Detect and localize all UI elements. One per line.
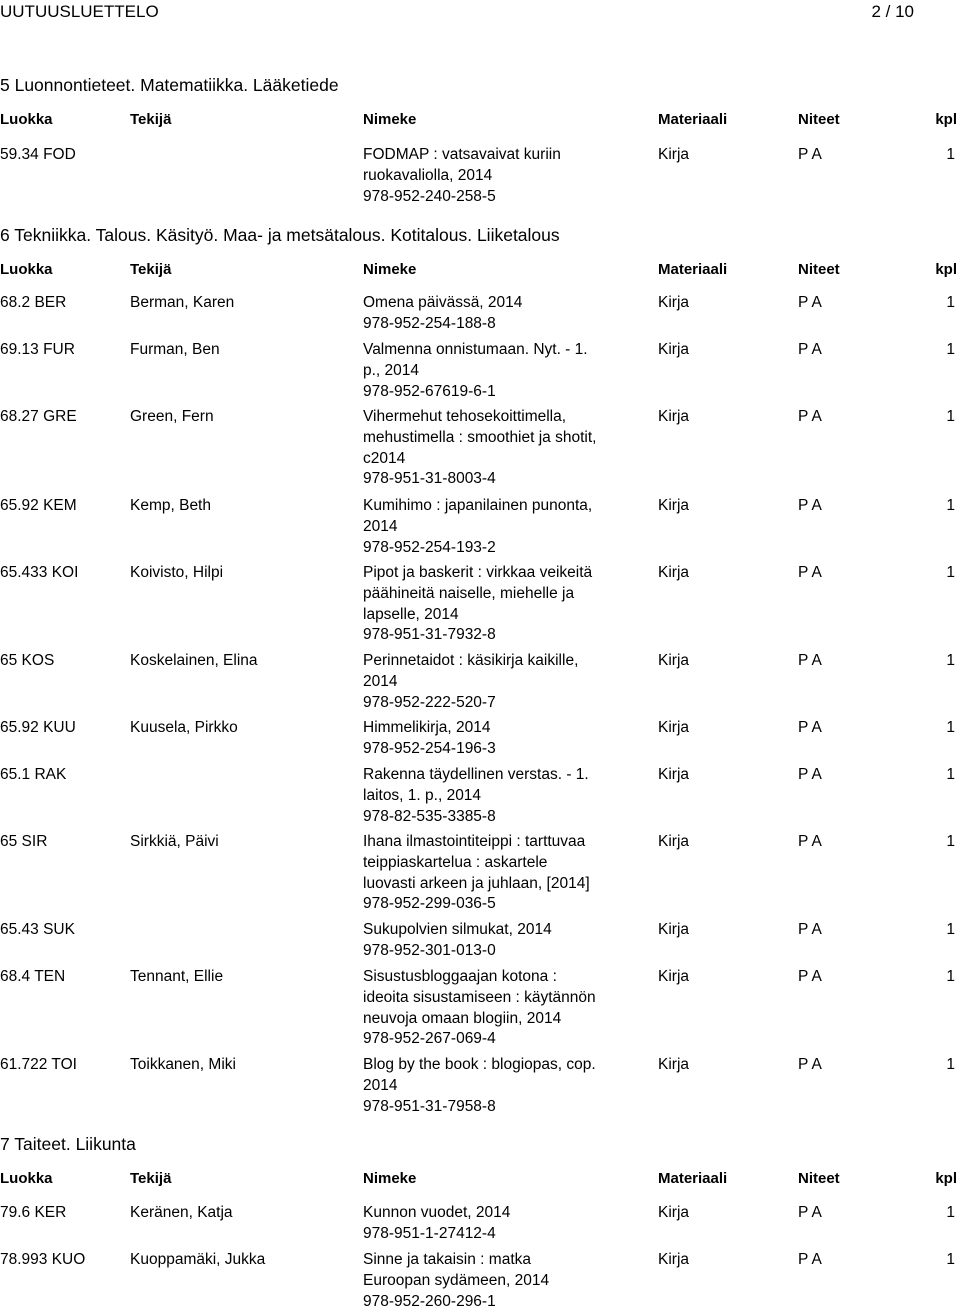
cell-kpl: 1 <box>946 497 955 514</box>
cell-niteet: P A <box>798 408 822 425</box>
cell-nimeke <box>363 832 628 915</box>
nimeke-line: 978-952-301-013-0 <box>363 941 496 959</box>
cell-luokka: 68.2 BER <box>0 294 67 311</box>
cell-niteet: P A <box>798 968 822 985</box>
cell-luokka: 65 SIR <box>0 833 48 850</box>
nimeke-line: ruokavaliolla, 2014 <box>363 166 493 184</box>
cell-kpl: 1 <box>946 408 955 425</box>
col-header-niteet: Niteet <box>798 111 840 128</box>
nimeke-line: Valmenna onnistumaan. Nyt. - 1. <box>363 341 588 358</box>
col-header-niteet: Niteet <box>798 1170 840 1187</box>
col-header-nimeke: Nimeke <box>363 111 417 128</box>
cell-kpl: 1 <box>946 1056 955 1073</box>
cell-tekija: Kemp, Beth <box>130 497 211 514</box>
cell-materiaali: Kirja <box>658 1204 690 1221</box>
document-title: UUTUUSLUETTELO <box>0 2 159 21</box>
nimeke-line: 2014 <box>363 672 398 690</box>
cell-materiaali: Kirja <box>658 719 690 736</box>
cell-kpl: 1 <box>946 341 955 358</box>
nimeke-line: 978-951-1-27412-4 <box>363 1224 496 1242</box>
cell-kpl: 1 <box>946 766 955 783</box>
cell-luokka: 65.1 RAK <box>0 766 67 783</box>
cell-nimeke <box>363 145 628 207</box>
nimeke-line: 978-951-31-7958-8 <box>363 1097 496 1115</box>
nimeke-line: 978-952-299-036-5 <box>363 895 496 913</box>
cell-nimeke <box>363 293 628 335</box>
cell-nimeke <box>363 1250 628 1312</box>
nimeke-line: c2014 <box>363 449 406 467</box>
cell-luokka: 65.433 KOI <box>0 564 79 581</box>
col-header-kpl: kpl <box>935 111 957 128</box>
cell-luokka: 78.993 KUO <box>0 1251 86 1268</box>
cell-niteet: P A <box>798 1251 822 1268</box>
nimeke-line: Perinnetaidot : käsikirja kaikille, <box>363 652 579 669</box>
column-header-row <box>0 111 960 131</box>
cell-nimeke <box>363 718 628 760</box>
col-header-nimeke: Nimeke <box>363 261 417 278</box>
cell-materiaali: Kirja <box>658 921 690 938</box>
cell-tekija: Berman, Karen <box>130 294 235 311</box>
cell-luokka: 65.43 SUK <box>0 921 75 938</box>
cell-materiaali: Kirja <box>658 968 690 985</box>
col-header-kpl: kpl <box>935 261 957 278</box>
col-header-niteet: Niteet <box>798 261 840 278</box>
col-header-tekija: Tekijä <box>130 261 172 278</box>
nimeke-line: lapselle, 2014 <box>363 605 459 623</box>
col-header-tekija: Tekijä <box>130 111 172 128</box>
cell-nimeke <box>363 340 628 402</box>
nimeke-line: laitos, 1. p., 2014 <box>363 786 482 804</box>
cell-materiaali: Kirja <box>658 1251 690 1268</box>
nimeke-line: 978-952-267-069-4 <box>363 1030 496 1048</box>
cell-kpl: 1 <box>946 1251 955 1268</box>
nimeke-line: Ihana ilmastointiteippi : tarttuvaa <box>363 833 586 850</box>
cell-materiaali: Kirja <box>658 146 690 163</box>
nimeke-line: Blog by the book : blogiopas, cop. <box>363 1056 596 1073</box>
col-header-nimeke: Nimeke <box>363 1170 417 1187</box>
nimeke-line: teippiaskartelua : askartele <box>363 853 548 871</box>
cell-materiaali: Kirja <box>658 652 690 669</box>
col-header-kpl: kpl <box>935 1170 957 1187</box>
cell-tekija: Kuusela, Pirkko <box>130 719 238 736</box>
cell-niteet: P A <box>798 564 822 581</box>
cell-materiaali: Kirja <box>658 341 690 358</box>
page-number: 2 / 10 <box>871 2 914 21</box>
cell-materiaali: Kirja <box>658 564 690 581</box>
nimeke-line: p., 2014 <box>363 361 420 379</box>
cell-kpl: 1 <box>946 833 955 850</box>
col-header-luokka: Luokka <box>0 261 53 278</box>
cell-niteet: P A <box>798 921 822 938</box>
col-header-materiaali: Materiaali <box>658 111 728 128</box>
col-header-materiaali: Materiaali <box>658 261 728 278</box>
cell-materiaali: Kirja <box>658 833 690 850</box>
cell-nimeke <box>363 496 628 558</box>
cell-tekija: Toikkanen, Miki <box>130 1056 236 1073</box>
cell-materiaali: Kirja <box>658 408 690 425</box>
cell-niteet: P A <box>798 1204 822 1221</box>
cell-luokka: 69.13 FUR <box>0 341 75 358</box>
cell-nimeke <box>363 967 628 1050</box>
cell-kpl: 1 <box>946 294 955 311</box>
section-title: 5 Luonnontieteet. Matematiikka. Lääketiede <box>0 75 339 95</box>
cell-kpl: 1 <box>946 564 955 581</box>
nimeke-line: FODMAP : vatsavaivat kuriin <box>363 146 561 163</box>
cell-materiaali: Kirja <box>658 294 690 311</box>
col-header-luokka: Luokka <box>0 111 53 128</box>
nimeke-line: mehustimella : smoothiet ja shotit, <box>363 428 597 446</box>
cell-luokka: 65.92 KUU <box>0 719 76 736</box>
nimeke-line: Sukupolvien silmukat, 2014 <box>363 921 552 938</box>
cell-nimeke <box>363 407 628 490</box>
cell-niteet: P A <box>798 146 822 163</box>
cell-luokka: 59.34 FOD <box>0 146 76 163</box>
cell-luokka: 68.27 GRE <box>0 408 77 425</box>
cell-luokka: 65.92 KEM <box>0 497 77 514</box>
nimeke-line: Sinne ja takaisin : matka <box>363 1251 532 1268</box>
cell-tekija: Furman, Ben <box>130 341 220 358</box>
cell-niteet: P A <box>798 497 822 514</box>
nimeke-line: 978-952-254-193-2 <box>363 538 496 556</box>
nimeke-line: Vihermehut tehosekoittimella, <box>363 408 567 425</box>
nimeke-line: 2014 <box>363 1076 398 1094</box>
cell-niteet: P A <box>798 766 822 783</box>
cell-luokka: 68.4 TEN <box>0 968 66 985</box>
cell-nimeke <box>363 1055 628 1117</box>
cell-materiaali: Kirja <box>658 1056 690 1073</box>
cell-materiaali: Kirja <box>658 766 690 783</box>
cell-tekija: Keränen, Katja <box>130 1204 233 1221</box>
cell-materiaali: Kirja <box>658 497 690 514</box>
nimeke-line: 978-952-222-520-7 <box>363 693 496 711</box>
cell-tekija: Koivisto, Hilpi <box>130 564 224 581</box>
nimeke-line: luovasti arkeen ja juhlaan, [2014] <box>363 874 590 892</box>
nimeke-line: Sisustusbloggaajan kotona : <box>363 968 557 985</box>
cell-tekija: Kuoppamäki, Jukka <box>130 1251 266 1268</box>
col-header-luokka: Luokka <box>0 1170 53 1187</box>
cell-luokka: 79.6 KER <box>0 1204 67 1221</box>
section-title: 6 Tekniikka. Talous. Käsityö. Maa- ja metsätalous. Kotitalous. Liiketalous <box>0 225 560 245</box>
cell-kpl: 1 <box>946 968 955 985</box>
col-header-materiaali: Materiaali <box>658 1170 728 1187</box>
nimeke-line: Kunnon vuodet, 2014 <box>363 1204 511 1221</box>
nimeke-line: 978-952-254-196-3 <box>363 739 496 757</box>
nimeke-line: 978-952-254-188-8 <box>363 314 496 332</box>
cell-kpl: 1 <box>946 146 955 163</box>
cell-tekija: Koskelainen, Elina <box>130 652 258 669</box>
nimeke-line: Pipot ja baskerit : virkkaa veikeitä <box>363 564 593 581</box>
cell-niteet: P A <box>798 719 822 736</box>
nimeke-line: 978-82-535-3385-8 <box>363 807 496 825</box>
nimeke-line: Himmelikirja, 2014 <box>363 719 491 736</box>
cell-kpl: 1 <box>946 719 955 736</box>
nimeke-line: 978-952-240-258-5 <box>363 187 496 205</box>
cell-luokka: 61.722 TOI <box>0 1056 77 1073</box>
nimeke-line: 978-951-31-8003-4 <box>363 470 496 488</box>
cell-niteet: P A <box>798 833 822 850</box>
cell-nimeke <box>363 765 628 827</box>
nimeke-line: päähineitä naiselle, miehelle ja <box>363 584 575 602</box>
cell-nimeke <box>363 920 628 962</box>
col-header-tekija: Tekijä <box>130 1170 172 1187</box>
section-title: 7 Taiteet. Liikunta <box>0 1134 136 1154</box>
nimeke-line: 978-951-31-7932-8 <box>363 626 496 644</box>
cell-niteet: P A <box>798 341 822 358</box>
nimeke-line: Omena päivässä, 2014 <box>363 294 523 311</box>
nimeke-line: 2014 <box>363 517 398 535</box>
nimeke-line: 978-952-67619-6-1 <box>363 382 496 400</box>
cell-kpl: 1 <box>946 652 955 669</box>
cell-kpl: 1 <box>946 1204 955 1221</box>
nimeke-line: 978-952-260-296-1 <box>363 1292 496 1310</box>
cell-nimeke <box>363 1203 628 1245</box>
cell-luokka: 65 KOS <box>0 652 55 669</box>
cell-tekija: Tennant, Ellie <box>130 968 224 985</box>
column-header-row <box>0 1170 960 1190</box>
nimeke-line: ideoita sisustamiseen : käytännön <box>363 988 596 1006</box>
column-header-row <box>0 261 960 281</box>
cell-kpl: 1 <box>946 921 955 938</box>
cell-tekija: Sirkkiä, Päivi <box>130 833 219 850</box>
cell-nimeke <box>363 563 628 646</box>
nimeke-line: neuvoja omaan blogiin, 2014 <box>363 1009 562 1027</box>
nimeke-line: Kumihimo : japanilainen punonta, <box>363 497 593 514</box>
cell-tekija: Green, Fern <box>130 408 214 425</box>
nimeke-line: Rakenna täydellinen verstas. - 1. <box>363 766 589 783</box>
cell-niteet: P A <box>798 652 822 669</box>
cell-niteet: P A <box>798 294 822 311</box>
cell-niteet: P A <box>798 1056 822 1073</box>
nimeke-line: Euroopan sydämeen, 2014 <box>363 1271 550 1289</box>
cell-nimeke <box>363 651 628 713</box>
